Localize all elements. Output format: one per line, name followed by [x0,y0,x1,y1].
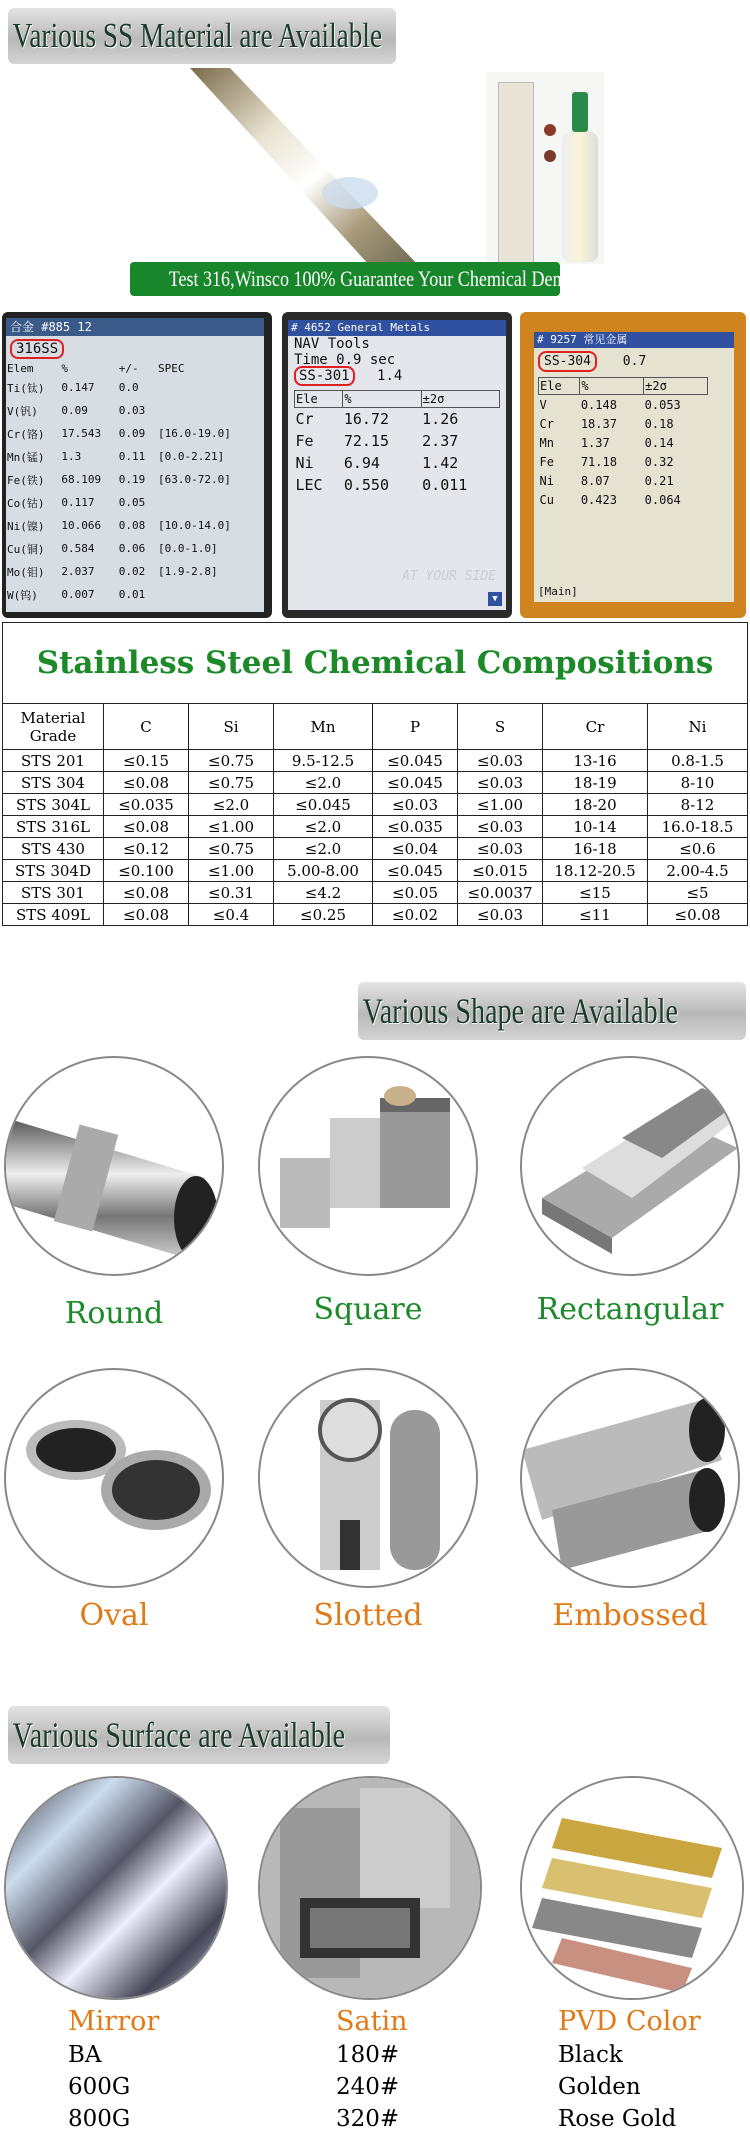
chem-cell: ≤0.25 [274,904,373,926]
screen3-main-label[interactable]: [Main] [538,585,578,598]
col-header: +/- [118,362,139,375]
pvd-color-surface-photo [520,1776,744,2000]
screen-data-row [539,471,708,490]
guarantee-ribbon [130,262,599,296]
chem-cell: ≤0.03 [373,794,458,816]
reagent-box [498,82,534,264]
screen-data-cell: 0.09 [61,404,88,417]
screen1-table [6,361,260,606]
screen-data-row [539,395,708,415]
chem-row [3,772,748,794]
screen-data-cell: Ni(镍) [7,519,45,533]
screen-data-cell: Fe(铁) [7,473,45,487]
chem-cell: 18-19 [543,772,648,794]
screen-data-cell: 0.05 [118,496,146,509]
screen-data-cell: Cr [539,416,554,431]
embossed-tube-photo [520,1368,740,1588]
screen-data-cell: [63.0-72.0] [157,473,231,486]
chem-cell: STS 201 [3,750,104,772]
chem-cell: ≤0.15 [104,750,189,772]
screen-data-cell [157,399,260,422]
chem-row [3,838,748,860]
chem-cell: 0.8-1.5 [648,750,748,772]
chem-cell: ≤0.4 [189,904,274,926]
screen-data-cell: 0.14 [644,435,674,450]
chem-table-frame [2,622,748,703]
screen-data-cell: 0.0 [118,381,139,394]
screen-data-cell: 16.72 [343,410,389,428]
analyzer-screen-2 [282,312,512,618]
col-header: SPEC [157,362,185,375]
col-header: ±2σ [644,378,708,395]
chem-cell: ≤0.045 [373,772,458,794]
screen-data-cell: W(钨) [7,588,38,602]
surface-name: Satin [336,2006,408,2037]
chem-cell: 8-10 [648,772,748,794]
chem-header-row [3,704,748,750]
chem-cell: 13-16 [543,750,648,772]
chem-cell: ≤0.03 [458,750,543,772]
screen3-grade-row [534,348,734,369]
chem-cell: STS 304L [3,794,104,816]
chem-row [3,750,748,772]
chem-cell: STS 316L [3,816,104,838]
shape-label-oval: Oval [79,1598,149,1633]
surface-finish-item: 800G [68,2106,131,2132]
screen-data-row [6,422,260,445]
screen-data-cell: [16.0-19.0] [157,427,231,440]
screen-data-row [6,560,260,583]
chem-row [3,904,748,926]
chem-cell: ≤0.045 [373,860,458,882]
screen-data-cell: [1.9-2.8] [157,565,218,578]
screen-data-cell: 0.06 [118,542,146,555]
analyzer-screen-1 [2,312,272,618]
screen3-table [538,377,708,509]
screen-data-cell: Mn [539,435,554,450]
chem-cell: ≤2.0 [274,838,373,860]
chem-cell: ≤0.75 [189,838,274,860]
screen3-header: # 9257 常见金属 [534,332,734,348]
chem-header-cell: Mn [274,704,373,750]
satin-surface-photo [258,1776,482,2000]
screen-data-cell: 1.26 [422,410,459,428]
screen-data-cell: Co(钴) [7,496,45,510]
chem-header-cell: P [373,704,458,750]
screen-data-row [6,376,260,399]
screen-data-cell: 0.148 [580,397,617,412]
chem-cell: ≤0.08 [648,904,748,926]
screen-data-cell: 0.02 [118,565,146,578]
screen-data-cell: 0.053 [644,397,681,412]
screen-data-cell: V(钒) [7,404,38,418]
chem-cell: ≤2.0 [189,794,274,816]
screen-data-cell: 72.15 [343,432,389,450]
chem-cell: ≤1.00 [189,816,274,838]
chem-header-cell: S [458,704,543,750]
screen-data-cell: 0.064 [644,492,681,507]
screen-data-cell: 2.037 [61,565,95,578]
chem-cell: ≤0.75 [189,750,274,772]
screen-data-cell: 2.37 [422,432,459,450]
chem-row [3,860,748,882]
chem-cell: ≤0.0037 [458,882,543,904]
chem-cell: 16-18 [543,838,648,860]
screen-data-cell: Ni [295,454,314,472]
chem-cell: 18.12-20.5 [543,860,648,882]
col-header: % [61,362,68,375]
chem-cell: ≤0.045 [373,750,458,772]
surface-finish-item: 180# [336,2042,400,2068]
chem-header-cell: C [104,704,189,750]
col-header: ±2σ [421,391,499,408]
screen2-header: # 4652 General Metals [288,320,506,336]
screen-data-cell: Fe [295,432,314,450]
chem-cell: ≤0.035 [373,816,458,838]
square-tube-photo [258,1056,478,1276]
screen2-tools: NAV Tools [294,336,370,352]
chem-cell: 16.0-18.5 [648,816,748,838]
screen-data-row [539,490,708,509]
pipe-photo [190,68,440,288]
chem-cell: ≤0.100 [104,860,189,882]
screen-data-cell: [10.0-14.0] [157,519,231,532]
chem-cell: ≤0.03 [458,904,543,926]
screen-data-cell: 10.066 [61,519,102,532]
screen-data-cell: Ni [539,473,554,488]
chem-cell: ≤0.31 [189,882,274,904]
surface-name: PVD Color [558,2006,701,2037]
reagent-bottle-photo [486,72,604,264]
screen-data-cell: 0.08 [118,519,146,532]
screen-data-cell: 17.543 [61,427,102,440]
chem-cell: ≤0.03 [458,772,543,794]
chem-cell: ≤4.2 [274,882,373,904]
chem-row [3,882,748,904]
screen-data-row [6,537,260,560]
chem-cell: 18-20 [543,794,648,816]
chem-cell: ≤0.03 [458,816,543,838]
screen2-grade-row [288,368,506,384]
surface-finish-item: BA [68,2042,102,2068]
chem-cell: STS 304D [3,860,104,882]
surface-banner [8,1706,390,1764]
chem-cell: 9.5-12.5 [274,750,373,772]
chem-cell: STS 304 [3,772,104,794]
chem-cell: STS 301 [3,882,104,904]
chem-header-cell: Ni [648,704,748,750]
surface-finish-item: 320# [336,2106,400,2132]
chem-row [3,816,748,838]
chem-cell: ≤0.75 [189,772,274,794]
screen1-grade-text: 316SS [16,341,59,357]
screen-data-cell: 0.11 [118,450,146,463]
chem-cell: ≤0.08 [104,904,189,926]
screen-data-cell: 0.147 [61,381,95,394]
analyzer-screen-3 [520,312,746,618]
screen-data-cell: Ti(钛) [7,381,45,395]
col-header: % [580,378,644,395]
surface-finish-item: Rose Gold [558,2106,677,2132]
shape-label-square: Square [313,1292,423,1327]
screen-data-cell: 0.21 [644,473,674,488]
screen-data-cell: V [539,397,547,412]
screen-data-row [539,452,708,471]
surface-banner-text: Various Surface are Available [12,1715,346,1755]
chem-cell: ≤1.00 [458,794,543,816]
chem-cell: ≤0.6 [648,838,748,860]
screen-data-cell: Mn(锰) [7,450,45,464]
reagent-dot-icon [544,150,556,162]
shape-label-slotted: Slotted [313,1598,423,1633]
chem-cell: ≤5 [648,882,748,904]
screen2-table [294,390,500,496]
screen-data-row [6,583,260,606]
chem-cell: 2.00-4.5 [648,860,748,882]
screen2-watermark: AT YOUR SIDE [402,569,496,584]
screen-data-cell: Mo(钼) [7,565,45,579]
screen-data-cell: 68.109 [61,473,102,486]
screen-data-cell: Cr [295,410,314,428]
screen-data-row [539,433,708,452]
bottle-icon [562,92,598,262]
chem-cell: ≤15 [543,882,648,904]
screen-data-cell: [0.0-1.0] [157,542,218,555]
screen-data-cell: 1.3 [61,450,82,463]
screen-data-cell: 0.550 [343,476,389,494]
reagent-dot-icon [544,124,556,136]
screen-data-cell: 0.09 [118,427,146,440]
oval-tube-photo [4,1368,224,1588]
guarantee-text: Test 316,Winsco 100% Guarantee Your Chemical Demand! [168,266,599,291]
chem-cell: ≤0.05 [373,882,458,904]
screen-data-cell: 1.42 [422,454,459,472]
screen-data-cell: 0.117 [61,496,95,509]
chem-cell: ≤0.015 [458,860,543,882]
screen3-col-header [539,378,708,395]
screen-data-row [6,445,260,468]
screen-data-cell: 0.18 [644,416,674,431]
screen-data-cell: Fe [539,454,554,469]
chem-cell: ≤0.045 [274,794,373,816]
screen-data-cell: 6.94 [343,454,380,472]
rectangular-tube-photo [520,1056,740,1276]
chem-table [2,703,748,926]
chem-cell: ≤0.08 [104,882,189,904]
screen1-header: 合金 #885 12 [6,318,264,336]
chem-cell: ≤0.08 [104,816,189,838]
screen-data-row [6,468,260,491]
screen-data-cell: Cr(铬) [7,427,45,441]
screen-data-row [6,491,260,514]
chem-cell: ≤2.0 [274,816,373,838]
screen-data-cell: 8.07 [580,473,610,488]
surface-finish-item: Black [558,2042,623,2068]
material-banner-text: Various SS Material are Available [12,16,383,55]
screen-data-cell: 71.18 [580,454,617,469]
screen-data-row [539,414,708,433]
chem-cell: ≤2.0 [274,772,373,794]
screen-data-cell: 0.03 [118,404,146,417]
col-header: % [343,391,421,408]
chem-cell: ≤0.08 [104,772,189,794]
screen1-col-header [6,361,260,376]
screen-data-row [295,408,500,431]
screen-data-cell: Cu(铜) [7,542,45,556]
screen2-time: Time 0.9 sec [294,352,396,368]
mirror-surface-photo [4,1776,228,2000]
surface-finish-item: 600G [68,2074,131,2100]
screen-data-cell [157,376,260,399]
chem-cell: ≤1.00 [189,860,274,882]
shape-banner-text: Various Shape are Available [362,991,678,1031]
chem-row [3,794,748,816]
chem-cell: STS 430 [3,838,104,860]
shape-label-embossed: Embossed [552,1598,708,1633]
shape-banner [358,982,746,1040]
scroll-down-icon[interactable]: ▼ [488,592,502,606]
screen-data-cell: 0.32 [644,454,674,469]
chem-cell: 8-12 [648,794,748,816]
screen-data-row [295,474,500,496]
screen-data-cell: 0.007 [61,588,95,601]
col-header: Ele [295,391,343,408]
chem-cell: ≤0.02 [373,904,458,926]
chem-header-cell: Cr [543,704,648,750]
screen2-col-header [295,391,500,408]
screen-data-row [6,514,260,537]
surface-finish-item: 240# [336,2074,400,2100]
chem-cell: 10-14 [543,816,648,838]
screen-data-cell: 0.423 [580,492,617,507]
chem-cell: ≤0.12 [104,838,189,860]
screen-data-row [295,430,500,452]
chem-cell: STS 409L [3,904,104,926]
chem-cell: ≤0.03 [458,838,543,860]
screen-data-cell: 0.01 [118,588,146,601]
chem-cell: 5.00-8.00 [274,860,373,882]
screen-data-cell: 18.37 [580,416,617,431]
chem-table-title: Stainless Steel Chemical Compositions [36,645,714,681]
chem-header-cell: Si [189,704,274,750]
screen-data-cell: LEC [295,476,323,494]
chem-cell: ≤0.035 [104,794,189,816]
surface-name: Mirror [68,2006,160,2037]
screen-data-row [295,452,500,474]
shape-label-round: Round [64,1296,164,1331]
screen-data-cell: 1.37 [580,435,610,450]
screen3-grade: SS-304 [538,351,597,372]
screen-data-cell: 0.011 [422,476,468,494]
surface-finish-item: Golden [558,2074,641,2100]
col-header: Elem [7,362,34,375]
chem-header-cell: Material Grade [3,704,104,750]
screen-data-cell [157,583,260,606]
screen2-grade-value: 1.4 [377,368,403,384]
screen-data-cell: 0.19 [118,473,146,486]
screen3-grade-value: 0.7 [622,354,647,369]
col-header: Ele [539,378,580,395]
chem-cell: ≤0.04 [373,838,458,860]
shape-label-rectangular: Rectangular [536,1292,724,1327]
round-tube-photo [4,1056,224,1276]
screen-data-cell [157,491,260,514]
screen-data-row [6,399,260,422]
screen-data-cell: [0.0-2.21] [157,450,225,463]
slotted-tube-photo [258,1368,478,1588]
screen1-grade [10,339,64,359]
chem-cell: ≤11 [543,904,648,926]
screen-data-cell: Cu [539,492,554,507]
screen-data-cell: 0.584 [61,542,95,555]
screen2-grade: SS-301 [294,366,355,386]
material-banner [8,8,396,64]
